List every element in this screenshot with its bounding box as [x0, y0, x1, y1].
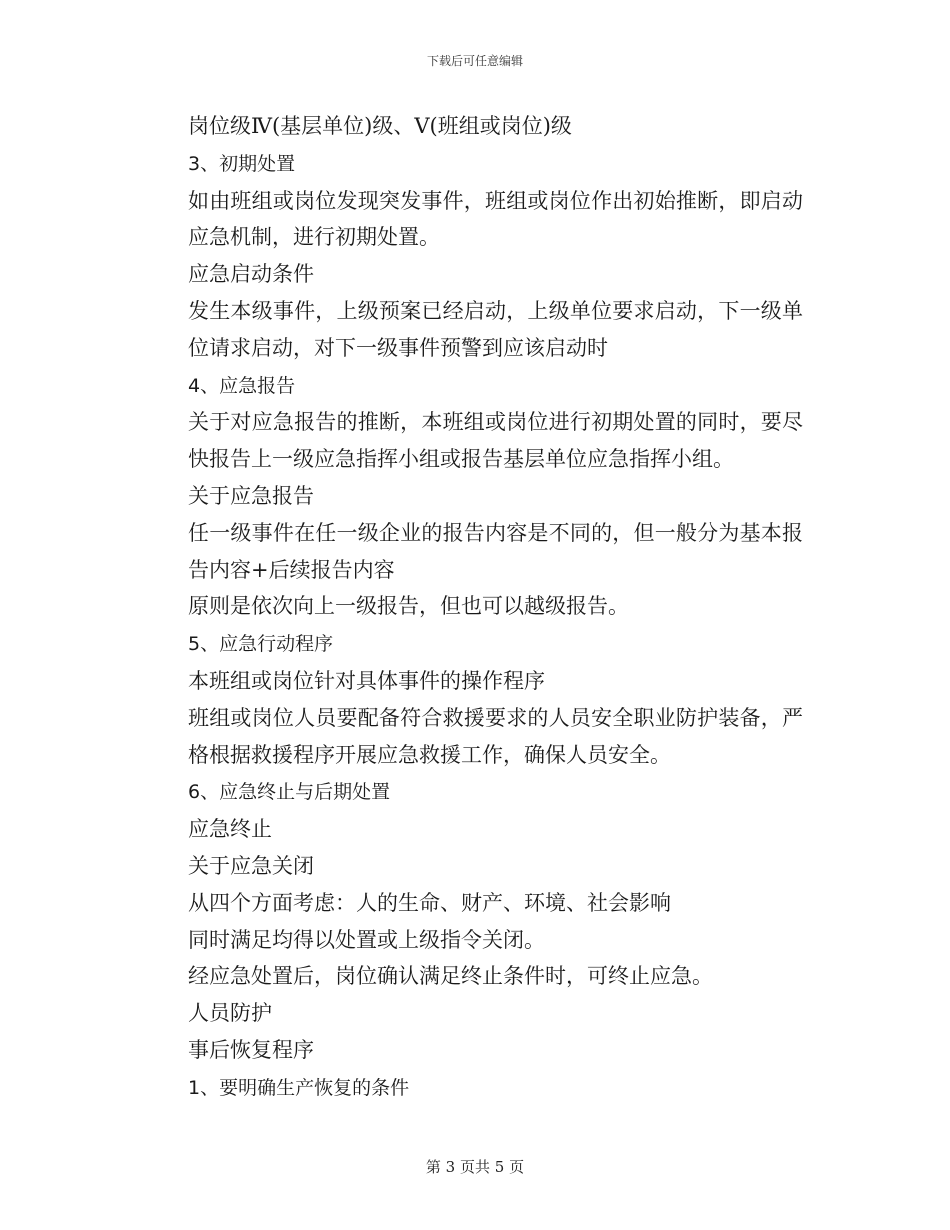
- paragraph-protective-equipment: 班组或岗位人员要配备符合救援要求的人员安全职业防护装备，严格根据救援程序开展应急救援工作，确保人员安全。: [188, 705, 803, 767]
- paragraph-start-conditions-title: 应急启动条件: [188, 262, 314, 287]
- section-heading-recovery-conditions: 1、要明确生产恢复的条件: [188, 1076, 410, 1099]
- paragraph-initial-response: 如由班组或岗位发现突发事件，班组或岗位作出初始推断，即启动应急机制，进行初期处置。: [188, 188, 803, 250]
- page-footer: 第 3 页共 5 页: [425, 1158, 525, 1176]
- paragraph-start-conditions: 发生本级事件，上级预案已经启动，上级单位要求启动，下一级单位请求启动，对下一级事件预警到应该启动时: [188, 298, 803, 360]
- paragraph-operation-procedure: 本班组或岗位针对具体事件的操作程序: [188, 668, 545, 693]
- paragraph-recovery-procedure: 事后恢复程序: [188, 1037, 314, 1062]
- paragraph-report-judgment: 关于对应急报告的推断，本班组或岗位进行初期处置的同时，要尽快报告上一级应急指挥小组或报告基层单位应急指挥小组。: [188, 410, 803, 472]
- paragraph-level-description: 岗位级Ⅳ(基层单位)级、Ⅴ(班组或岗位)级: [188, 114, 572, 138]
- paragraph-report-content: 任一级事件在任一级企业的报告内容是不同的，但一般分为基本报告内容+后续报告内容: [188, 520, 803, 582]
- section-heading-initial-response: 3、初期处置: [188, 152, 296, 175]
- paragraph-about-report: 关于应急报告: [188, 483, 314, 508]
- page-header: 下载后可任意编辑: [426, 54, 523, 68]
- paragraph-report-principle: 原则是依次向上一级报告，但也可以越级报告。: [188, 594, 629, 619]
- section-heading-termination: 6、应急终止与后期处置: [188, 781, 391, 804]
- section-heading-emergency-report: 4、应急报告: [188, 374, 296, 397]
- paragraph-personnel-protection: 人员防护: [188, 1001, 272, 1026]
- paragraph-four-aspects: 从四个方面考虑：人的生命、财产、环境、社会影响: [188, 890, 671, 915]
- paragraph-close-condition: 同时满足均得以处置或上级指令关闭。: [188, 927, 545, 952]
- document-body: [143, 108, 803, 1107]
- section-heading-action-procedure: 5、应急行动程序: [188, 633, 334, 656]
- paragraph-closure: 关于应急关闭: [188, 853, 314, 878]
- paragraph-termination-confirm: 经应急处置后，岗位确认满足终止条件时，可终止应急。: [188, 964, 713, 989]
- paragraph-termination: 应急终止: [188, 817, 272, 842]
